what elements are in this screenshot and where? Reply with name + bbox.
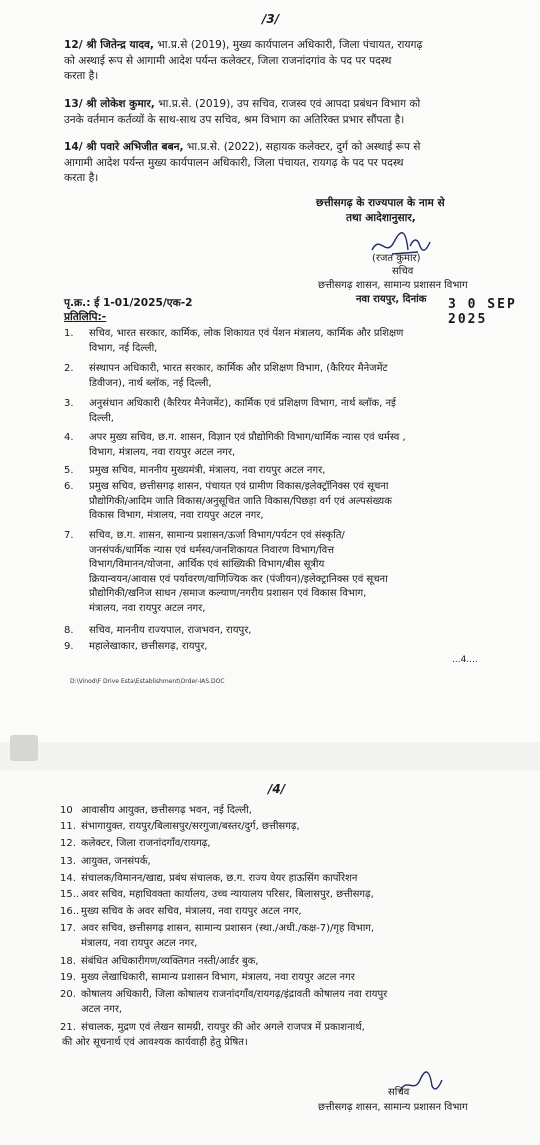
order-text: भा.प्र.से (2019), मुख्य कार्यपालन अधिकारी, जिला पंचायत, रायगढ़: [157, 39, 423, 51]
reference-number: पृ.क्र.: ई 1-01/2025/एक-2: [64, 297, 193, 309]
order-lead: 12/ श्री जितेन्द्र यादव,: [64, 39, 154, 51]
signatory-name: (रजत कुमार): [372, 253, 421, 264]
scan-artifact: [10, 735, 38, 761]
order-lead: 13/ श्री लोकेश कुमार,: [64, 98, 155, 110]
list-item: 3. अनुसंधान अधिकारी (कैरियर मैनेजमेंट), कार्मिक एवं प्रशिक्षण विभाग, नार्थ ब्लॉक, नई दिल्ली,: [64, 398, 396, 424]
list-item: 2. संस्थापन अधिकारी, भारत सरकार, कार्मिक और प्रशिक्षण विभाग, (कैरियर मैनेजमेंट डिवीजन), नार्थ ब्लॉक, नई दिल्ली,: [64, 363, 388, 389]
signatory-department: छत्तीसगढ़ शासन, सामान्य प्रशासन विभाग: [318, 1102, 468, 1113]
signatory-department: छत्तीसगढ़ शासन, सामान्य प्रशासन विभाग: [318, 280, 468, 291]
order-text: करता है।: [64, 70, 99, 82]
list-item: 8. सचिव, माननीय राज्यपाल, राजभवन, रायपुर,: [64, 625, 252, 636]
signatory-designation: सचिव: [392, 266, 414, 277]
signatory-designation: सचिव: [388, 1087, 410, 1098]
file-path: D:\Vinod\F Drive Esta\Establishment\Order-IAS.DOC: [70, 678, 225, 685]
order-paragraph-12: [64, 38, 504, 85]
order-text: करता है।: [64, 172, 99, 184]
list-item: 1. सचिव, भारत सरकार, कार्मिक, लोक शिकायत एवं पेंशन मंत्रालय, कार्मिक और प्रशिक्षण विभाग, नई दिल्ली,: [64, 328, 404, 354]
page-number: /4/: [268, 782, 286, 796]
order-text: आगामी आदेश पर्यन्त मुख्य कार्यपालन अधिकारी, जिला पंचायत, रायगढ़ के पद पर पदस्थ: [64, 156, 404, 169]
order-lead: 14/ श्री पवारे अभिजीत बबन,: [64, 141, 184, 153]
date-stamp: 3 0 SEP 2025: [448, 297, 517, 327]
order-paragraph-13: [64, 97, 504, 128]
list-item: 7. सचिव, छ.ग. शासन, सामान्य प्रशासन/ऊर्जा विभाग/पर्यटन एवं संस्कृति/ जनसंपर्क/धार्मिक न्यास एवं धर्मस्व/जनशिकायत निवारण विभाग/वित्त विभाग/विमानन/योजना, आर्थिक एवं सांख्यिकी विभाग/बीस सूत्रीय क्रियान्वयन/आवास एवं पर्यावरण/वाणिज्यिक कर (पंजीयन)/इलेक्ट्रानिक्स एवं सूचना प्रौद्योगिकी/खनिज साधन /समाज कल्याण/नगरीय प्रशासन एवं विकास विभाग, मंत्रालय, नवा रायपुर अटल नगर,: [64, 530, 388, 614]
place-date-label: नवा रायपुर, दिनांक: [356, 294, 427, 305]
order-text: भा.प्र.से. (2019), उप सचिव, राजस्व एवं आपदा प्रबंधन विभाग को: [158, 98, 421, 110]
list-item: 5. प्रमुख सचिव, माननीय मुख्यमंत्री, मंत्रालय, नवा रायपुर अटल नगर,: [64, 465, 326, 476]
order-text: उनके वर्तमान कर्तव्यों के साथ-साथ उप सचिव, श्रम विभाग का अतिरिक्त प्रभार सौंपता है।: [64, 113, 405, 126]
authority-line: छत्तीसगढ़ के राज्यपाल के नाम से: [316, 197, 445, 209]
list-item: 9. महालेखाकार, छत्तीसगढ़, रायपुर,: [64, 641, 208, 652]
list-item: 6. प्रमुख सचिव, छत्तीसगढ़ शासन, पंचायत एवं ग्रामीण विकास/इलेक्ट्रॉनिक्स एवं सूचना प्रौद्योगिकी/आदिम जाति विकास/अनुसूचित जाति विकास/पिछड़ा वर्ग एवं अल्पसंख्यक विकास विभाग, मंत्रालय, नवा रायपुर अटल नगर,: [64, 481, 392, 521]
order-text: भा.प्र.से. (2022), सहायक कलेक्टर, दुर्ग को अस्थाई रूप से: [186, 141, 421, 153]
list-item: 4. अपर मुख्य सचिव, छ.ग. शासन, विज्ञान एवं प्रौद्योगिकी विभाग/धार्मिक न्यास एवं धर्मस्व , विभाग, मंत्रालय, नवा रायपुर अटल नगर,: [64, 432, 406, 458]
closing-line: की ओर सूचनार्थ एवं आवश्यक कार्यवाही हेतु प्रेषित।: [62, 1037, 248, 1048]
authority-line-2: तथा आदेशानुसार,: [346, 212, 416, 224]
continued-marker: ...4....: [452, 655, 478, 665]
document-page-4: /4/ 10 आवासीय आयुक्त, छत्तीसगढ़ भवन, नई दिल्ली, 11. संभागायुक्त, रायपुर/बिलासपुर/सरगुजा/बस्तर/दुर्ग, छत्तीसगढ़, 12. कलेक्टर, जिला राजनांदगाँव/रायगढ़, 13. आयुक्त, जनसंपर्क, 14. संचालक/विमानन/खाद्य, प्रबंध संचालक, छ.ग. राज्य वेयर हाऊसिंग कार्पोरेशन 15.. अवर सचिव, महाधिवक्ता कार्यालय, उच्च न्यायालय परिसर, बिलासपुर, छत्तीसगढ़, 16.. मुख्य सचिव के अवर सचिव, मंत्रालय, नवा रायपुर अटल नगर, 17. अवर सचिव, छत्तीसगढ़ शासन, सामान्य प्रशासन (स्था./अधी./कक्ष-7)/गृह विभाग, मंत्रालय, नवा रायपुर अटल नगर, 18. संबंधित अधिकारीगण/व्यक्तिगत नस्ती/आर्डर बुक, 19. मुख्य लेखाधिकारी, सामान्य प्रशासन विभाग, मंत्रालय, नवा रायपुर अटल नगर 20. कोषालय अधिकारी, जिला कोषालय राजनांदगाँव/रायगढ़/इंद्रावती कोषालय नवा रायपुर अटल नगर, 21. संचालक, मुद्रण एवं लेखन सामग्री, रायपुर की ओर अगले राजपत्र में प्रकाशनार्थ, की ओर सूचनार्थ एवं आवश्यक कार्यवाही हेतु प्रेषित। सचिव छत्तीसगढ़ शासन, सामान्य प्रशासन विभाग: [0, 770, 540, 1145]
order-text: को अस्थाई रूप से आगामी आदेश पर्यन्त कलेक्टर, जिला राजनांदगांव के पद पर पदस्थ: [64, 54, 392, 67]
page-number: /3/: [262, 12, 280, 26]
copy-to-heading: प्रतिलिपि:-: [64, 311, 107, 323]
order-paragraph-14: [64, 140, 504, 187]
